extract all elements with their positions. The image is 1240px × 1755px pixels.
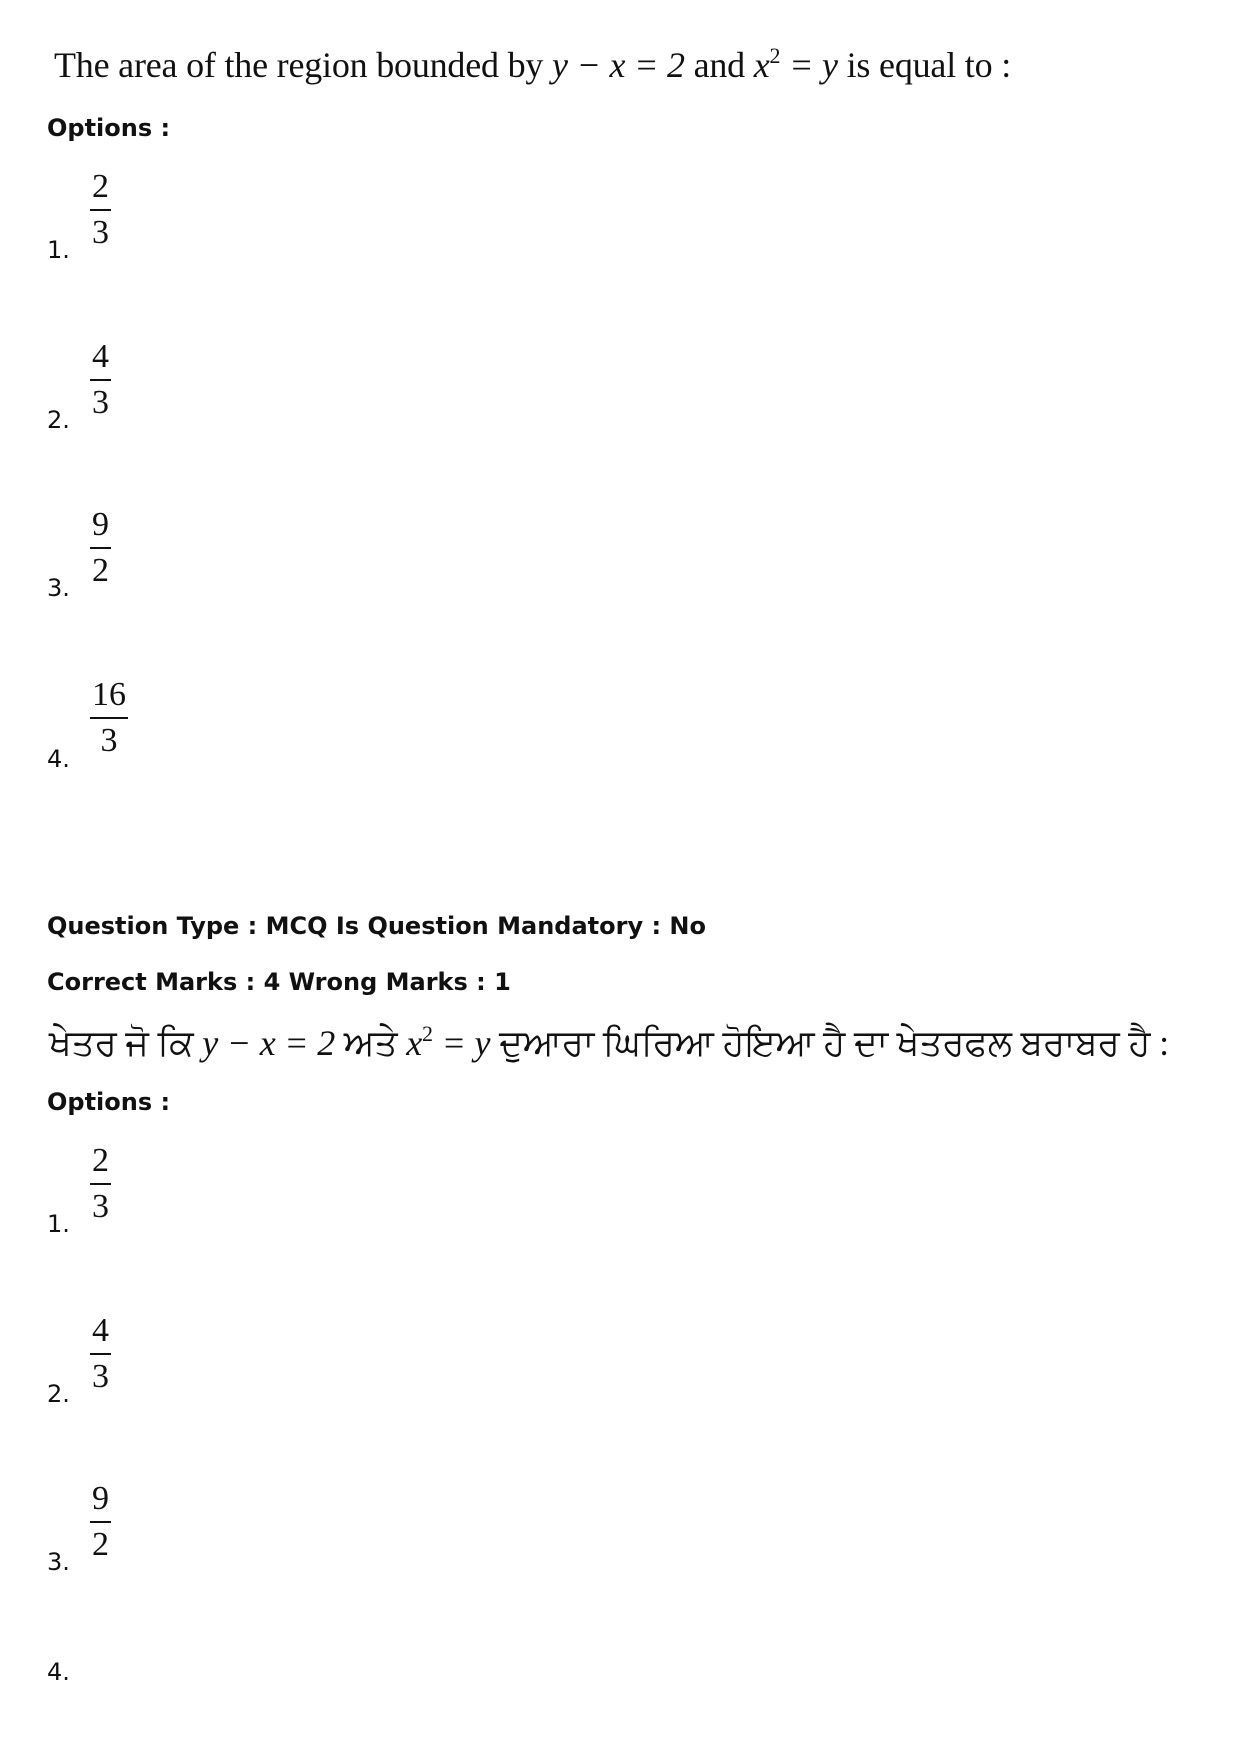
fraction-numerator: 9	[92, 1480, 109, 1517]
question-2-equation-2-x: x	[406, 1023, 422, 1063]
question-1-option-1-number: 1.	[47, 236, 70, 264]
question-2-option-1-number: 1.	[47, 1210, 70, 1238]
question-2-option-2-fraction	[90, 1314, 111, 1394]
question-1-option-4-fraction	[90, 678, 128, 758]
marks-line: Correct Marks : 4 Wrong Marks : 1	[47, 968, 511, 996]
fraction-numerator: 4	[92, 1312, 109, 1349]
question-1-option-3-number: 3.	[47, 574, 70, 602]
fraction-denominator: 2	[92, 1526, 109, 1563]
fraction-numerator: 2	[92, 168, 109, 205]
question-1-text-pre: The area of the region bounded by	[54, 45, 553, 85]
fraction-denominator: 3	[92, 384, 109, 421]
fraction-numerator: 16	[92, 676, 126, 713]
fraction-denominator: 3	[92, 1358, 109, 1395]
question-1-text	[54, 44, 1011, 86]
question-type-line: Question Type : MCQ Is Question Mandatory : No	[47, 912, 706, 940]
question-1-text-and: and	[684, 45, 754, 85]
question-1-options-label: Options :	[47, 114, 171, 142]
fraction-numerator: 9	[92, 506, 109, 543]
question-1-text-post: is equal to :	[837, 45, 1012, 85]
question-1-equation-2-x: x	[753, 45, 770, 85]
question-2-option-1-fraction	[90, 1144, 111, 1224]
fraction-denominator: 3	[100, 722, 118, 759]
question-1-equation-2-rest: = y	[780, 45, 838, 85]
question-1-option-3-fraction	[90, 508, 111, 588]
fraction-denominator: 2	[92, 552, 109, 589]
question-2-equation-2-rest: = y	[432, 1023, 491, 1063]
fraction-denominator: 3	[92, 214, 109, 251]
question-2-text-pre: ਖੇਤਰ ਜੋ ਕਿ	[49, 1023, 203, 1063]
question-2-options-label: Options :	[47, 1088, 171, 1116]
question-1-option-2-number: 2.	[47, 406, 70, 434]
question-2-equation-1: y − x = 2	[202, 1023, 335, 1063]
fraction-numerator: 4	[92, 338, 109, 375]
question-1-option-2-fraction	[90, 340, 111, 420]
fraction-denominator: 3	[92, 1188, 109, 1225]
question-1-equation-2-exponent: 2	[769, 43, 781, 68]
question-2-text-post: ਦੁਆਰਾ ਘਿਰਿਆ ਹੋਇਆ ਹੈ ਦਾ ਖੇਤਰਫਲ ਬਰਾਬਰ ਹੈ :	[490, 1023, 1169, 1063]
fraction-numerator: 2	[92, 1142, 109, 1179]
question-2-text	[49, 1022, 1169, 1065]
question-2-option-3-number: 3.	[47, 1548, 70, 1576]
question-2-option-2-number: 2.	[47, 1380, 70, 1408]
question-2-option-4-number: 4.	[47, 1658, 70, 1686]
question-1-equation-1: y − x = 2	[552, 45, 685, 85]
question-2-option-3-fraction	[90, 1482, 111, 1562]
question-2-text-and: ਅਤੇ	[335, 1023, 407, 1063]
question-1-option-4-number: 4.	[47, 745, 70, 773]
question-2-equation-2-exponent: 2	[421, 1021, 433, 1046]
question-1-option-1-fraction	[90, 170, 111, 250]
